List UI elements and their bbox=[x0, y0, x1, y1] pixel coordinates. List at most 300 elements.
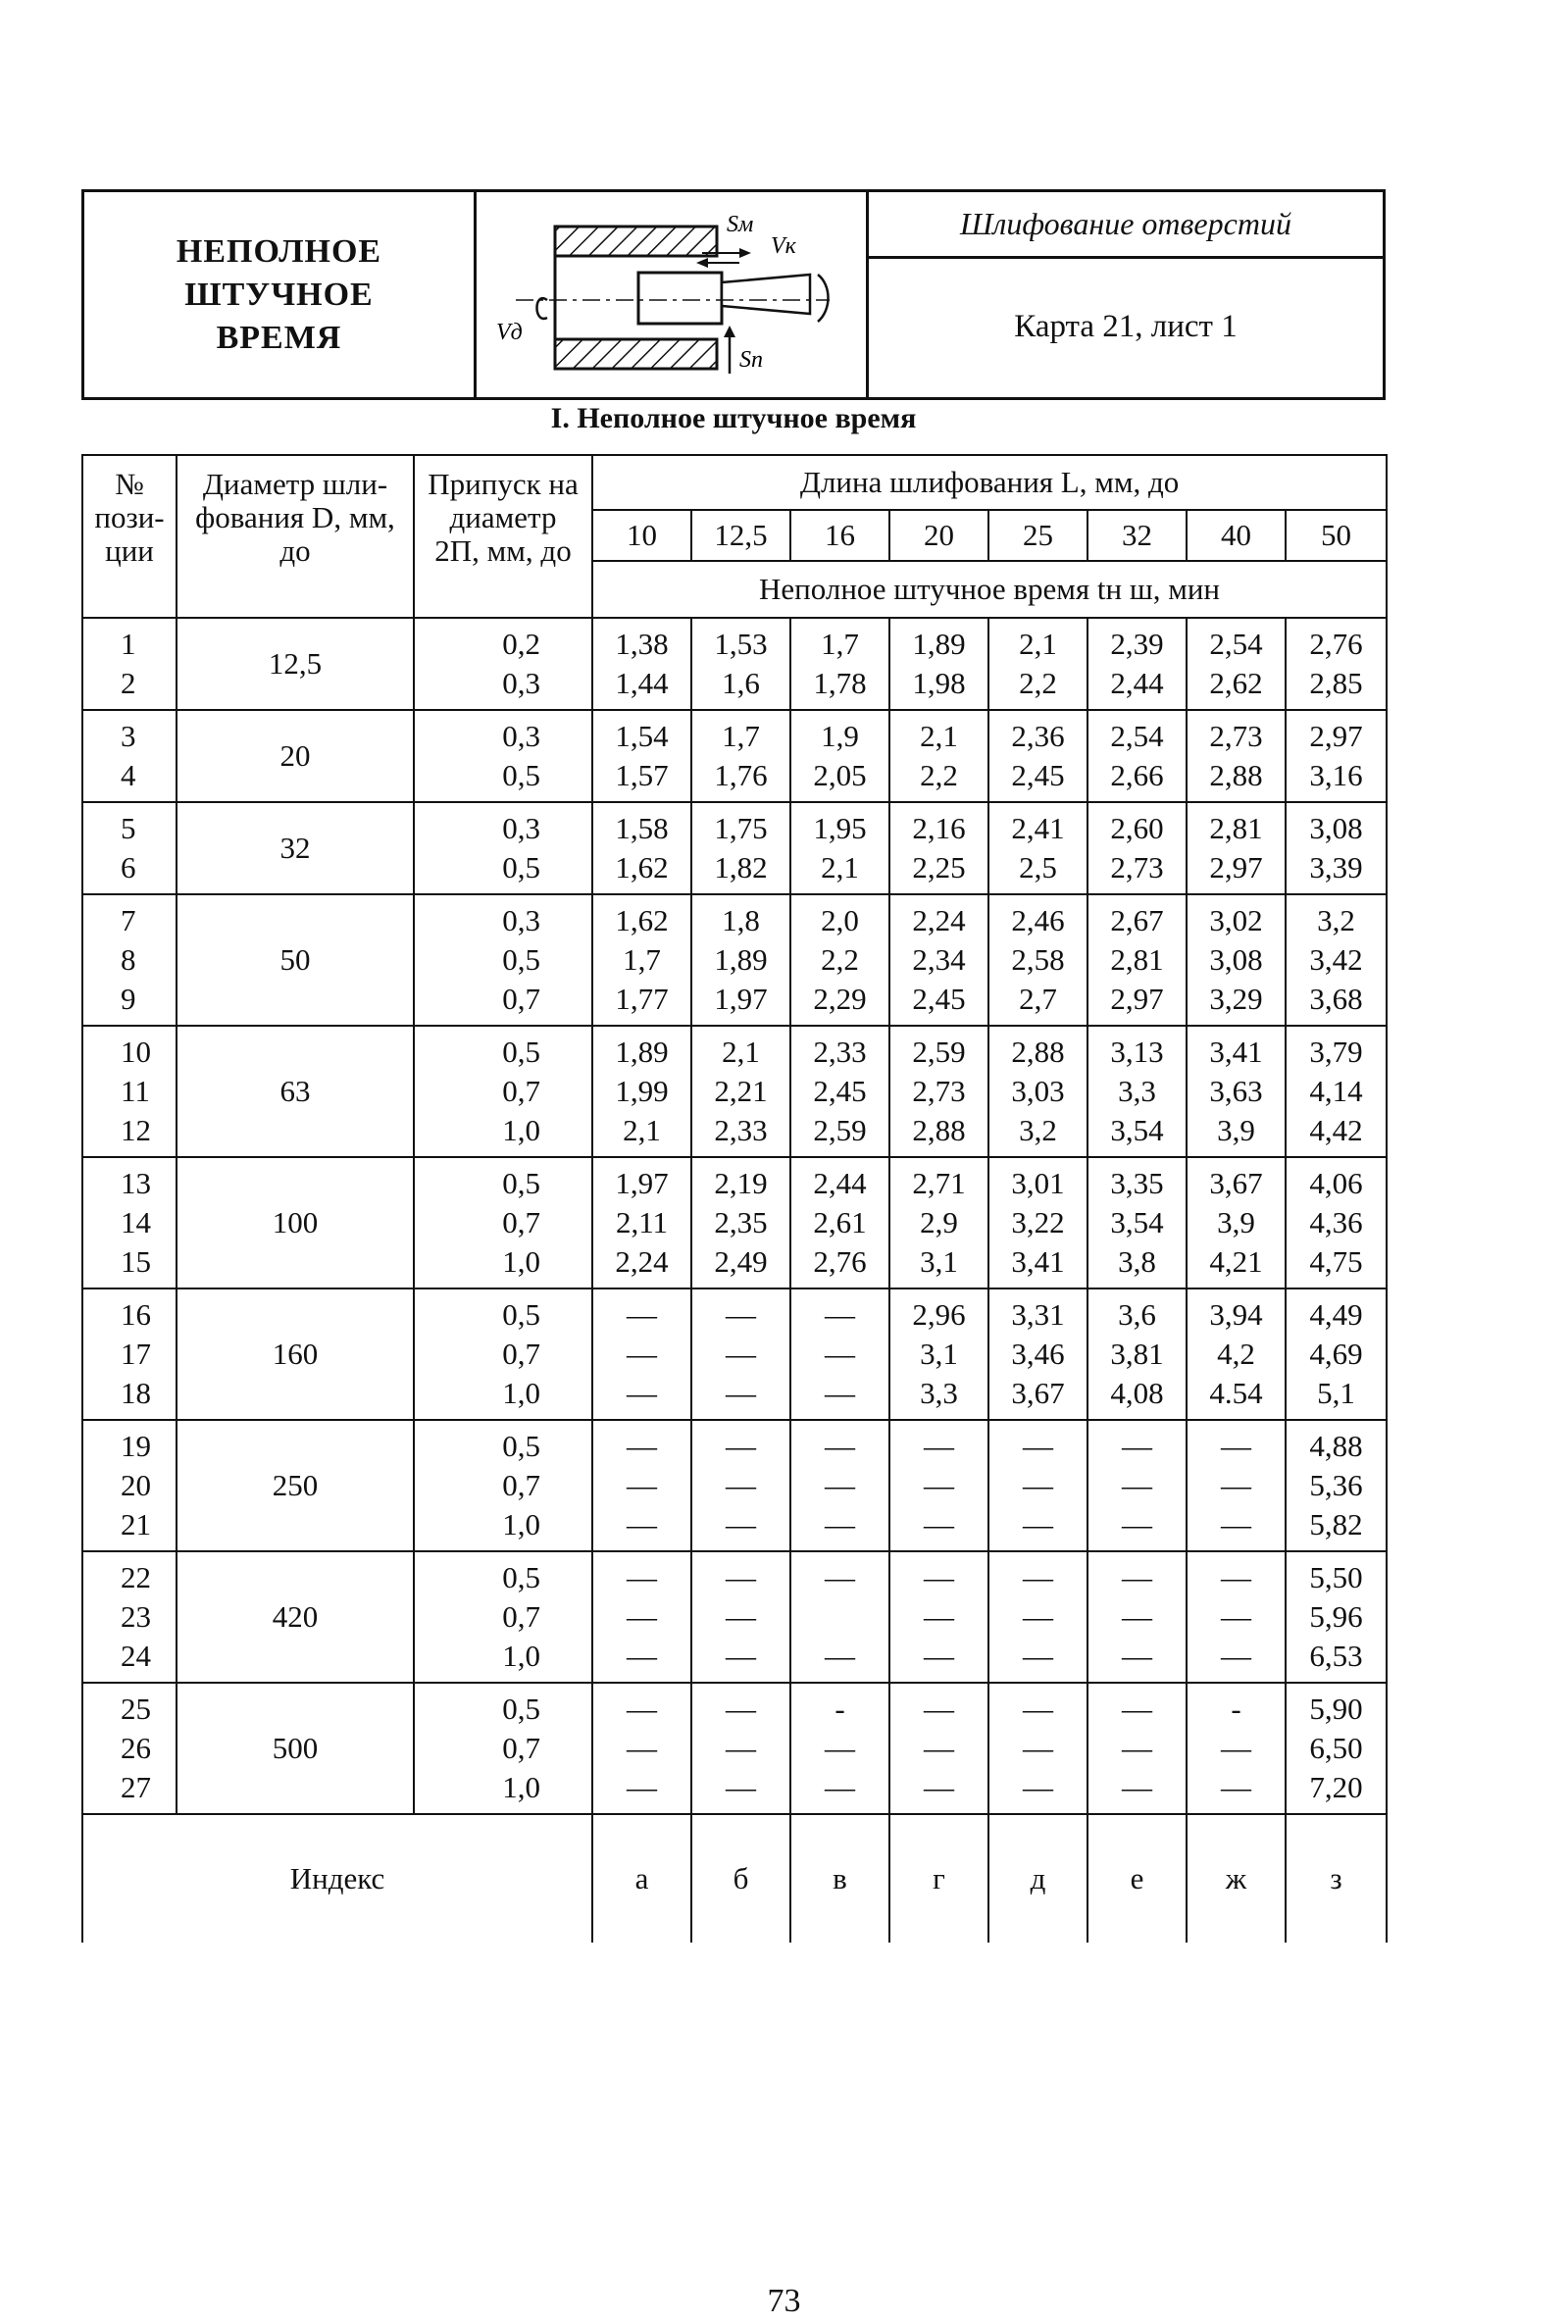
position-number: 2 bbox=[121, 666, 136, 700]
time-value: — bbox=[1023, 1468, 1053, 1502]
table-row-group bbox=[82, 1683, 1387, 1814]
allowance-value: 0,7 bbox=[502, 1468, 540, 1502]
time-cell bbox=[592, 1157, 691, 1288]
time-cell bbox=[790, 1551, 889, 1683]
time-value: — bbox=[726, 1731, 756, 1765]
allowance-value: 1,0 bbox=[502, 1244, 540, 1279]
length-column-header: 32 bbox=[1087, 510, 1187, 561]
time-value: 2,33 bbox=[714, 1113, 768, 1147]
time-value: 3,79 bbox=[1309, 1035, 1363, 1069]
time-cell bbox=[1187, 1288, 1286, 1420]
time-value: — bbox=[1221, 1429, 1251, 1463]
position-number: 17 bbox=[121, 1337, 151, 1371]
time-cell bbox=[1087, 1026, 1187, 1157]
time-value: 1,54 bbox=[615, 719, 669, 753]
time-cell bbox=[691, 618, 790, 710]
time-value: 3,81 bbox=[1110, 1337, 1164, 1371]
length-column-header: 40 bbox=[1187, 510, 1286, 561]
time-cell bbox=[1187, 1683, 1286, 1814]
time-header: Неполное штучное время tн ш, мин bbox=[592, 561, 1387, 618]
table-row-group bbox=[82, 1157, 1387, 1288]
time-value: 2,0 bbox=[821, 903, 859, 937]
table-row-group bbox=[82, 710, 1387, 802]
time-value: 3,35 bbox=[1110, 1166, 1164, 1200]
time-value: 2,60 bbox=[1110, 811, 1164, 845]
time-cell bbox=[790, 802, 889, 894]
time-value: 2,19 bbox=[714, 1166, 768, 1200]
time-value: 7,20 bbox=[1309, 1770, 1363, 1804]
allowance-value: 0,2 bbox=[502, 627, 540, 661]
allowance-value: 0,5 bbox=[502, 1429, 540, 1463]
time-cell bbox=[1087, 1288, 1187, 1420]
time-value: — bbox=[1221, 1468, 1251, 1502]
allowance-cell bbox=[414, 710, 592, 802]
time-value: — bbox=[726, 1692, 756, 1726]
grinding-sketch bbox=[477, 192, 869, 397]
time-value: — bbox=[726, 1468, 756, 1502]
allowance-value: 0,7 bbox=[502, 1337, 540, 1371]
time-value: — bbox=[627, 1599, 657, 1634]
time-value: 1,7 bbox=[722, 719, 760, 753]
position-number: 4 bbox=[121, 758, 136, 792]
time-cell bbox=[691, 1420, 790, 1551]
time-value: — bbox=[627, 1468, 657, 1502]
col-allowance-header: Припуск на диаметр 2П, мм, до bbox=[414, 455, 592, 618]
time-cell bbox=[988, 802, 1087, 894]
position-number: 13 bbox=[121, 1166, 151, 1200]
time-cell bbox=[592, 1551, 691, 1683]
time-value: 3,08 bbox=[1209, 942, 1263, 977]
allowance-cell bbox=[414, 1551, 592, 1683]
time-cell bbox=[592, 1420, 691, 1551]
time-value: — bbox=[627, 1337, 657, 1371]
time-value: 6,50 bbox=[1309, 1731, 1363, 1765]
time-value: 5,96 bbox=[1309, 1599, 1363, 1634]
time-value: — bbox=[924, 1692, 954, 1726]
time-value: — bbox=[1023, 1692, 1053, 1726]
index-cell: е bbox=[1087, 1814, 1187, 1943]
time-value: — bbox=[1023, 1770, 1053, 1804]
position-cell bbox=[82, 894, 177, 1026]
time-cell bbox=[988, 1288, 1087, 1420]
position-number: 9 bbox=[121, 982, 136, 1016]
time-value: 3,16 bbox=[1309, 758, 1363, 792]
time-value: — bbox=[1122, 1731, 1152, 1765]
time-value: 1,8 bbox=[722, 903, 760, 937]
time-value: 5,36 bbox=[1309, 1468, 1363, 1502]
time-cell bbox=[889, 802, 988, 894]
time-value: — bbox=[924, 1429, 954, 1463]
allowance-value: 0,5 bbox=[502, 758, 540, 792]
index-cell: в bbox=[790, 1814, 889, 1943]
time-value: 2,24 bbox=[615, 1244, 669, 1279]
time-cell bbox=[691, 1026, 790, 1157]
time-value: — bbox=[825, 1639, 855, 1673]
time-value: 1,89 bbox=[912, 627, 966, 661]
grinding-wheel bbox=[638, 273, 722, 324]
time-cell bbox=[1087, 1551, 1187, 1683]
time-value: 2,1 bbox=[821, 850, 859, 884]
time-value: 3,46 bbox=[1011, 1337, 1065, 1371]
diameter-cell: 50 bbox=[177, 894, 414, 1026]
time-value: 1,7 bbox=[623, 942, 661, 977]
time-cell bbox=[691, 894, 790, 1026]
allowance-value: 0,7 bbox=[502, 1074, 540, 1108]
diameter-cell: 100 bbox=[177, 1157, 414, 1288]
label-sp: Sп bbox=[739, 347, 763, 373]
time-value: 1,77 bbox=[615, 982, 669, 1016]
time-value: 2,73 bbox=[912, 1074, 966, 1108]
time-value: 3,41 bbox=[1011, 1244, 1065, 1279]
time-value: 2,44 bbox=[1110, 666, 1164, 700]
time-cell bbox=[1286, 710, 1387, 802]
time-value: 5,82 bbox=[1309, 1507, 1363, 1541]
time-value: 2,97 bbox=[1110, 982, 1164, 1016]
position-number: 8 bbox=[121, 942, 136, 977]
time-value: 1,75 bbox=[714, 811, 768, 845]
time-cell bbox=[1187, 802, 1286, 894]
diameter-cell: 32 bbox=[177, 802, 414, 894]
time-cell bbox=[1187, 1420, 1286, 1551]
time-value: 2,5 bbox=[1019, 850, 1057, 884]
position-number: 11 bbox=[121, 1074, 150, 1108]
time-value: 2,24 bbox=[912, 903, 966, 937]
time-value: 2,54 bbox=[1110, 719, 1164, 753]
time-cell bbox=[790, 1026, 889, 1157]
index-cell: а bbox=[592, 1814, 691, 1943]
time-cell bbox=[1286, 1026, 1387, 1157]
time-value: 4,21 bbox=[1209, 1244, 1263, 1279]
time-value: — bbox=[825, 1297, 855, 1332]
time-value: 2,81 bbox=[1110, 942, 1164, 977]
allowance-value: 1,0 bbox=[502, 1639, 540, 1673]
card-number: Карта 21, лист 1 bbox=[1014, 308, 1238, 344]
spindle bbox=[722, 275, 810, 314]
time-cell bbox=[988, 1551, 1087, 1683]
time-value: — bbox=[825, 1429, 855, 1463]
time-cell bbox=[1187, 1551, 1286, 1683]
card-header bbox=[81, 189, 1386, 400]
diameter-cell: 63 bbox=[177, 1026, 414, 1157]
time-cell bbox=[790, 1420, 889, 1551]
position-number: 24 bbox=[121, 1639, 151, 1673]
time-value: 2,36 bbox=[1011, 719, 1065, 753]
position-number: 21 bbox=[121, 1507, 151, 1541]
index-cell: г bbox=[889, 1814, 988, 1943]
time-value: 3,94 bbox=[1209, 1297, 1263, 1332]
time-value: 4,36 bbox=[1309, 1205, 1363, 1239]
time-value: 4,2 bbox=[1217, 1337, 1255, 1371]
time-cell bbox=[1286, 894, 1387, 1026]
time-value: — bbox=[1221, 1731, 1251, 1765]
time-cell bbox=[988, 1157, 1087, 1288]
time-value: 2,41 bbox=[1011, 811, 1065, 845]
time-value: 4,42 bbox=[1309, 1113, 1363, 1147]
length-header: Длина шлифования L, мм, до bbox=[592, 455, 1387, 510]
time-value: 2,73 bbox=[1110, 850, 1164, 884]
time-value: 4,08 bbox=[1110, 1376, 1164, 1410]
time-value: — bbox=[825, 1770, 855, 1804]
time-value: — bbox=[825, 1468, 855, 1502]
time-value: 3,42 bbox=[1309, 942, 1363, 977]
time-cell bbox=[1187, 618, 1286, 710]
time-cell bbox=[592, 802, 691, 894]
table-row-group bbox=[82, 894, 1387, 1026]
time-value: — bbox=[825, 1560, 855, 1594]
time-value: — bbox=[726, 1639, 756, 1673]
time-value: 2,54 bbox=[1209, 627, 1263, 661]
time-value: - bbox=[1231, 1692, 1241, 1726]
time-value: 3,22 bbox=[1011, 1205, 1065, 1239]
time-value: — bbox=[1122, 1429, 1152, 1463]
time-value: 2,71 bbox=[912, 1166, 966, 1200]
workpiece-bottom-wall bbox=[555, 339, 717, 369]
allowance-value: 1,0 bbox=[502, 1113, 540, 1147]
position-cell bbox=[82, 802, 177, 894]
index-label: Индекс bbox=[82, 1814, 592, 1943]
time-value: 3,67 bbox=[1209, 1166, 1263, 1200]
position-number: 7 bbox=[121, 903, 136, 937]
time-value: 2,29 bbox=[813, 982, 867, 1016]
time-cell bbox=[1286, 1551, 1387, 1683]
time-value: 3,29 bbox=[1209, 982, 1263, 1016]
col-position-header: № пози- ции bbox=[82, 455, 177, 618]
time-value: 4,49 bbox=[1309, 1297, 1363, 1332]
time-value: 2,7 bbox=[1019, 982, 1057, 1016]
time-value: 2,1 bbox=[722, 1035, 760, 1069]
allowance-cell bbox=[414, 1288, 592, 1420]
time-value: 3,02 bbox=[1209, 903, 1263, 937]
time-value: 1,6 bbox=[722, 666, 760, 700]
time-value: — bbox=[1221, 1599, 1251, 1634]
time-value: — bbox=[924, 1468, 954, 1502]
time-value: 2,45 bbox=[813, 1074, 867, 1108]
time-value: 1,57 bbox=[615, 758, 669, 792]
time-value: 1,9 bbox=[821, 719, 859, 753]
allowance-value: 1,0 bbox=[502, 1770, 540, 1804]
time-cell bbox=[1087, 1420, 1187, 1551]
time-value: — bbox=[1221, 1770, 1251, 1804]
time-cell bbox=[691, 1551, 790, 1683]
time-cell bbox=[988, 618, 1087, 710]
allowance-value: 0,5 bbox=[502, 1035, 540, 1069]
allowance-cell bbox=[414, 1683, 592, 1814]
time-cell bbox=[691, 1288, 790, 1420]
time-value: — bbox=[924, 1639, 954, 1673]
time-value: — bbox=[924, 1731, 954, 1765]
time-value: — bbox=[627, 1429, 657, 1463]
time-value: — bbox=[1221, 1560, 1251, 1594]
time-cell bbox=[988, 710, 1087, 802]
time-value: 3,03 bbox=[1011, 1074, 1065, 1108]
time-cell bbox=[1286, 1157, 1387, 1288]
time-cell bbox=[691, 710, 790, 802]
header-title-cell bbox=[84, 192, 477, 397]
time-value: 2,34 bbox=[912, 942, 966, 977]
col-diameter-header: Диаметр шли- фования D, мм, до bbox=[177, 455, 414, 618]
time-value: — bbox=[1122, 1468, 1152, 1502]
time-cell bbox=[1286, 1683, 1387, 1814]
position-number: 14 bbox=[121, 1205, 151, 1239]
time-value: — bbox=[726, 1297, 756, 1332]
time-value: — bbox=[627, 1731, 657, 1765]
time-value: — bbox=[825, 1731, 855, 1765]
time-cell bbox=[1087, 894, 1187, 1026]
time-value: 2,2 bbox=[920, 758, 958, 792]
time-cell bbox=[988, 1026, 1087, 1157]
time-value: 1,82 bbox=[714, 850, 768, 884]
time-value: 5,1 bbox=[1317, 1376, 1355, 1410]
time-value: 1,62 bbox=[615, 903, 669, 937]
time-value: 2,46 bbox=[1011, 903, 1065, 937]
time-cell bbox=[790, 894, 889, 1026]
length-column-header: 12,5 bbox=[691, 510, 790, 561]
time-cell bbox=[1087, 802, 1187, 894]
allowance-value: 0,7 bbox=[502, 1731, 540, 1765]
time-value: 3,9 bbox=[1217, 1205, 1255, 1239]
time-value: 3,3 bbox=[920, 1376, 958, 1410]
time-value: 2,67 bbox=[1110, 903, 1164, 937]
time-value: 3,31 bbox=[1011, 1297, 1065, 1332]
time-value: — bbox=[825, 1376, 855, 1410]
time-cell bbox=[592, 710, 691, 802]
time-cell bbox=[988, 1683, 1087, 1814]
allowance-value: 0,3 bbox=[502, 903, 540, 937]
allowance-value: 1,0 bbox=[502, 1376, 540, 1410]
table-row-group bbox=[82, 1288, 1387, 1420]
time-cell bbox=[1087, 1157, 1187, 1288]
time-cell bbox=[691, 1683, 790, 1814]
time-value: 4,06 bbox=[1309, 1166, 1363, 1200]
time-cell bbox=[691, 802, 790, 894]
time-value: — bbox=[924, 1599, 954, 1634]
time-value: 2,76 bbox=[813, 1244, 867, 1279]
time-value: — bbox=[1122, 1560, 1152, 1594]
allowance-value: 0,5 bbox=[502, 1297, 540, 1332]
time-cell bbox=[592, 1026, 691, 1157]
length-column-header: 16 bbox=[790, 510, 889, 561]
time-value: 1,89 bbox=[615, 1035, 669, 1069]
allowance-value: 1,0 bbox=[502, 1507, 540, 1541]
time-value: 5,50 bbox=[1309, 1560, 1363, 1594]
time-value: 3,2 bbox=[1317, 903, 1355, 937]
position-cell bbox=[82, 618, 177, 710]
time-cell bbox=[889, 1157, 988, 1288]
allowance-value: 0,5 bbox=[502, 942, 540, 977]
time-value: 2,76 bbox=[1309, 627, 1363, 661]
time-cell bbox=[988, 1420, 1087, 1551]
time-value: 3,54 bbox=[1110, 1113, 1164, 1147]
time-cell bbox=[1187, 710, 1286, 802]
diameter-cell: 500 bbox=[177, 1683, 414, 1814]
time-value: — bbox=[1122, 1692, 1152, 1726]
time-value: 2,73 bbox=[1209, 719, 1263, 753]
position-number: 22 bbox=[121, 1560, 151, 1594]
time-table bbox=[81, 454, 1388, 1943]
time-value: — bbox=[726, 1770, 756, 1804]
time-value: — bbox=[1122, 1770, 1152, 1804]
time-value: 1,62 bbox=[615, 850, 669, 884]
time-value: — bbox=[1023, 1507, 1053, 1541]
table-row-group bbox=[82, 1551, 1387, 1683]
time-cell bbox=[1087, 618, 1187, 710]
position-number: 5 bbox=[121, 811, 136, 845]
time-value: 2,49 bbox=[714, 1244, 768, 1279]
allowance-value: 0,7 bbox=[502, 1205, 540, 1239]
workpiece-top-wall bbox=[555, 227, 717, 256]
allowance-value: 0,5 bbox=[502, 1560, 540, 1594]
time-value: 1,97 bbox=[615, 1166, 669, 1200]
time-cell bbox=[790, 710, 889, 802]
position-cell bbox=[82, 1157, 177, 1288]
time-cell bbox=[592, 1683, 691, 1814]
time-value: 1,97 bbox=[714, 982, 768, 1016]
time-cell bbox=[592, 894, 691, 1026]
time-value: 2,1 bbox=[623, 1113, 661, 1147]
table-row-group bbox=[82, 802, 1387, 894]
time-value: 2,85 bbox=[1309, 666, 1363, 700]
allowance-value: 0,7 bbox=[502, 1599, 540, 1634]
time-value: — bbox=[1023, 1639, 1053, 1673]
time-cell bbox=[790, 1157, 889, 1288]
position-number: 27 bbox=[121, 1770, 151, 1804]
time-value: 3,13 bbox=[1110, 1035, 1164, 1069]
allowance-cell bbox=[414, 1420, 592, 1551]
time-value: 3,68 bbox=[1309, 982, 1363, 1016]
time-value: 3,63 bbox=[1209, 1074, 1263, 1108]
time-value: 2,9 bbox=[920, 1205, 958, 1239]
time-value: 2,39 bbox=[1110, 627, 1164, 661]
internal-grinding-diagram bbox=[477, 192, 866, 397]
header-right-cell bbox=[869, 192, 1383, 397]
length-column-header: 50 bbox=[1286, 510, 1387, 561]
wheel-rotation-arrow bbox=[818, 275, 829, 322]
length-column-header: 25 bbox=[988, 510, 1087, 561]
allowance-value: 0,5 bbox=[502, 850, 540, 884]
time-value: — bbox=[726, 1376, 756, 1410]
position-number: 20 bbox=[121, 1468, 151, 1502]
position-number: 25 bbox=[121, 1692, 151, 1726]
position-cell bbox=[82, 1683, 177, 1814]
time-value: 3,39 bbox=[1309, 850, 1363, 884]
table-row-group bbox=[82, 1026, 1387, 1157]
position-cell bbox=[82, 1551, 177, 1683]
time-value: 2,88 bbox=[1011, 1035, 1065, 1069]
allowance-cell bbox=[414, 894, 592, 1026]
time-cell bbox=[1187, 1157, 1286, 1288]
time-value: 3,08 bbox=[1309, 811, 1363, 845]
time-value: 2,88 bbox=[912, 1113, 966, 1147]
allowance-value: 0,3 bbox=[502, 811, 540, 845]
label-vd: Vд bbox=[496, 320, 523, 345]
time-value: — bbox=[627, 1297, 657, 1332]
time-cell bbox=[592, 1288, 691, 1420]
time-value: 4,14 bbox=[1309, 1074, 1363, 1108]
diameter-cell: 420 bbox=[177, 1551, 414, 1683]
time-cell bbox=[1087, 710, 1187, 802]
position-number: 18 bbox=[121, 1376, 151, 1410]
operation-title: Шлифование отверстий bbox=[869, 192, 1383, 259]
allowance-value: 0,5 bbox=[502, 1166, 540, 1200]
time-cell bbox=[889, 1551, 988, 1683]
time-value: — bbox=[627, 1692, 657, 1726]
time-cell bbox=[592, 618, 691, 710]
time-value: — bbox=[726, 1560, 756, 1594]
time-value: 1,38 bbox=[615, 627, 669, 661]
time-value: 2,97 bbox=[1209, 850, 1263, 884]
time-value: 1,44 bbox=[615, 666, 669, 700]
time-value: — bbox=[627, 1770, 657, 1804]
